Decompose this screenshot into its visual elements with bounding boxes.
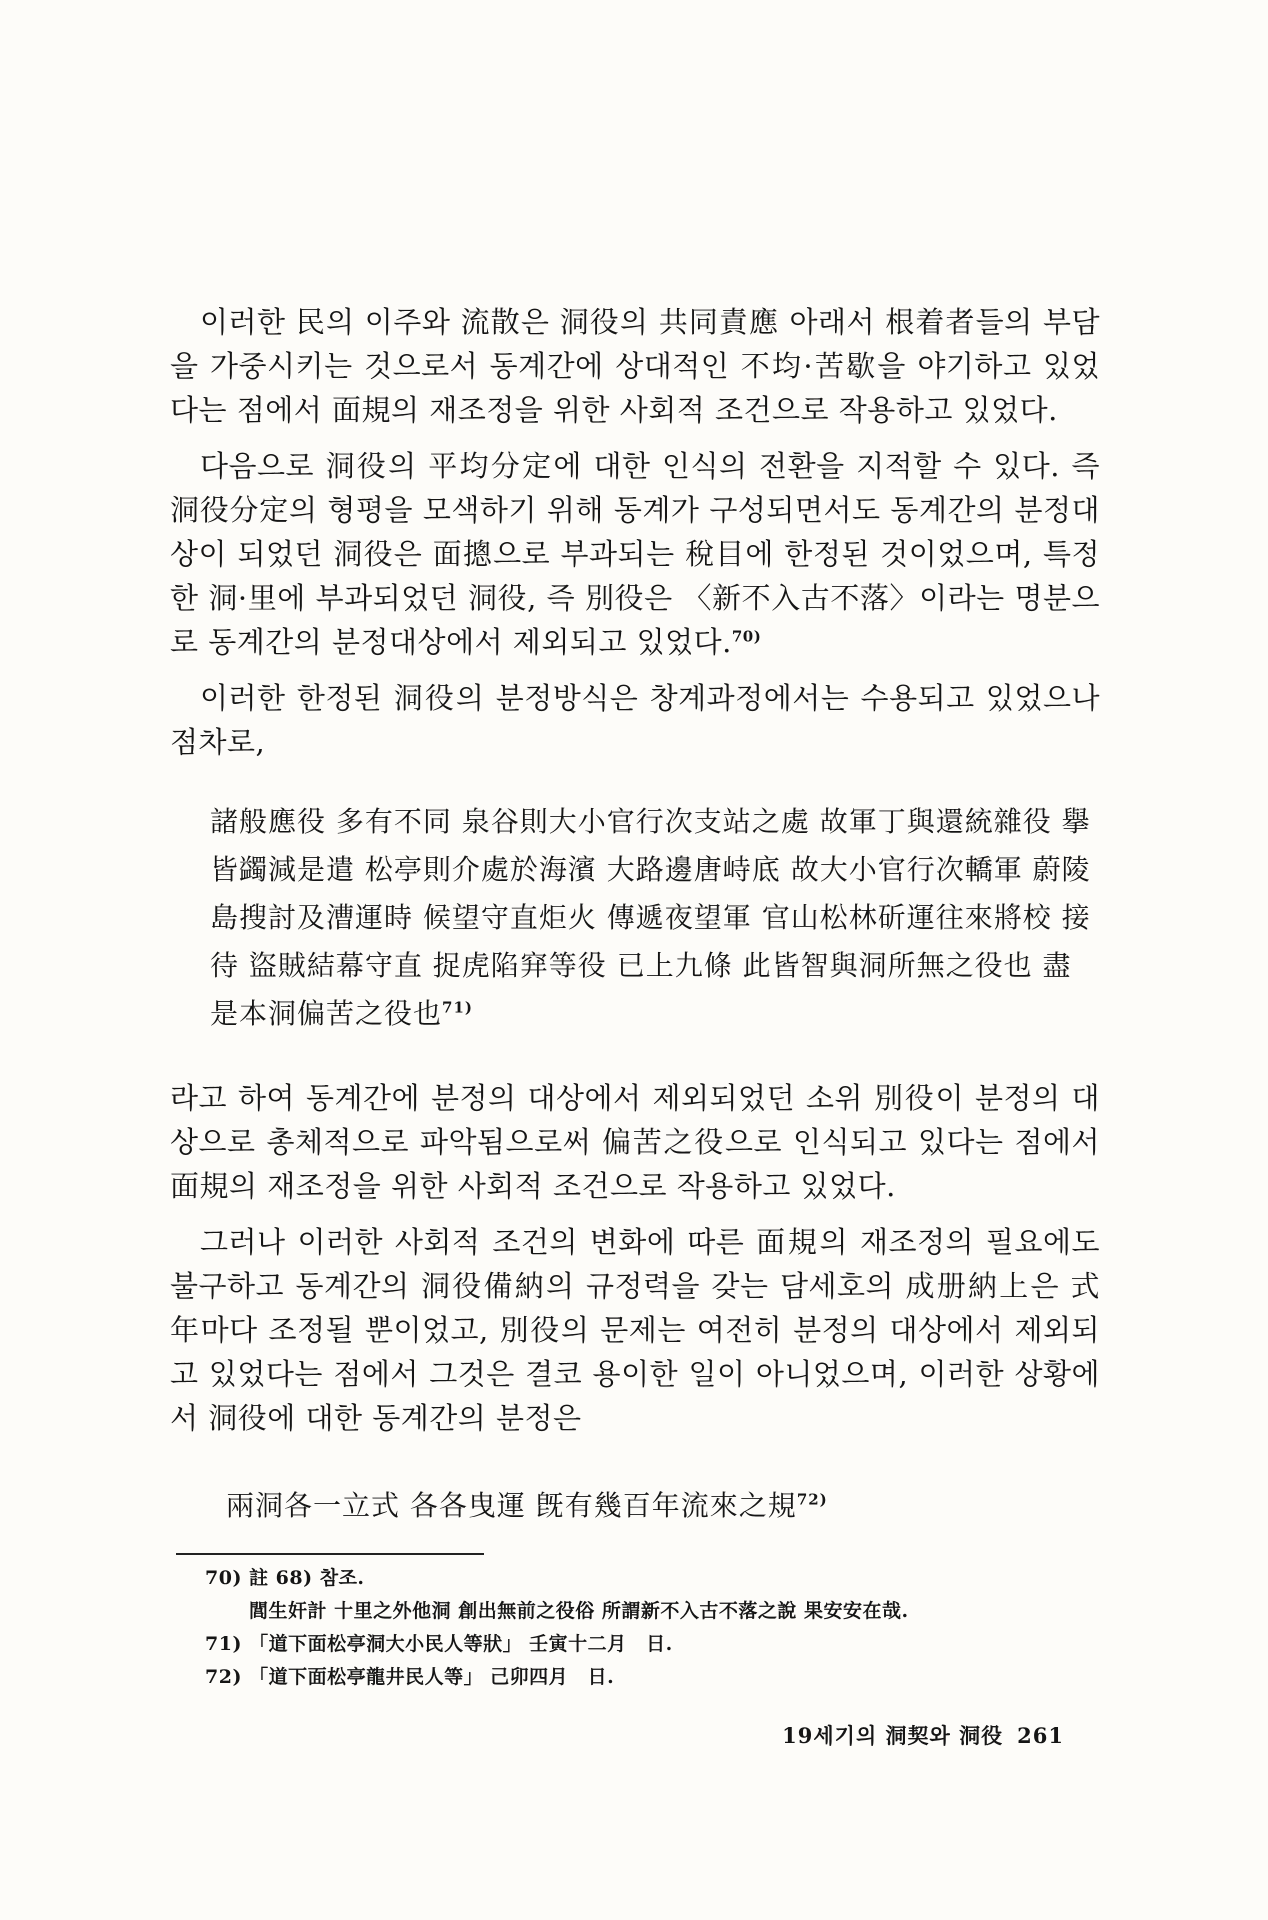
paragraph-5: 그러나 이러한 사회적 조건의 변화에 따른 面規의 재조정의 필요에도 불구하고 동계간의 洞役備納의 규정력을 갖는 담세호의 成册納上은 式年마다 조정될 뿐이었고, 別役의 문제는 여전히 분정의 대상에서 제외되고 있었다는 점에서 그것은 결코 용이한 일이 아니었으며, 이러한 상황에서 洞役에 대한 동계간의 분정은	[170, 1225, 1100, 1435]
block-quote-2: 兩洞各一立式 各各曳運 旣有幾百年流來之規$^{72)}$	[226, 1489, 828, 1522]
footnotes	[205, 1562, 1085, 1694]
running-footer	[782, 1720, 1064, 1750]
paragraph-1: 이러한 民의 이주와 流散은 洞役의 共同責應 아래서 根着者들의 부담을 가중시키는 것으로서 동계간에 상대적인 不均·苦歇을 야기하고 있었다는 점에서 面規의 재조정을 위한 사회적 조건으로 작용하고 있었다.	[170, 305, 1100, 427]
footnote-divider	[176, 1553, 484, 1555]
running-title: 19세기의 洞契와 洞役	[782, 1723, 1004, 1748]
paragraph-4: 라고 하여 동계간에 분정의 대상에서 제외되었던 소위 別役이 분정의 대상으로 총체적으로 파악됨으로써 偏苦之役으로 인식되고 있다는 점에서 面規의 재조정을 위한 사회적 조건으로 작용하고 있었다.	[170, 1081, 1100, 1203]
footnote-72: 72) 「道下面松亭龍井民人等」 己卯四月 日.	[205, 1666, 615, 1688]
footnote-70-continuation: 閭生奸計 十里之外他洞 創出無前之役俗 所謂新不入古不落之說 果安安在哉.	[249, 1600, 909, 1622]
footnote-ref-72[interactable]: 72)	[796, 1490, 828, 1509]
block-quote-1: 諸般應役 多有不同 泉谷則大小官行次支站之處 故軍丁與還統雜役 擧皆蠲減是遣 松亭則介處於海濱 大路邊唐峙底 故大小官行次轎軍 蔚陵島搜討及漕運時 候望守直炬火 傳遞夜望軍 官山松林斫運往來將校 接待 盜賊結幕守直 捉虎陷穽等役 已上九條 此皆智與洞所無之役也 盡是本洞偏苦之役也$^{71)}$	[210, 805, 1091, 1030]
page-number: 261	[1017, 1723, 1064, 1748]
paragraph-3: 이러한 한정된 洞役의 분정방식은 창계과정에서는 수용되고 있었으나 점차로,	[170, 681, 1100, 759]
footnote-71: 71) 「道下面松亭洞大小民人等狀」 壬寅十二月 日.	[205, 1633, 673, 1655]
footnote-ref-70[interactable]: 70)	[731, 627, 762, 646]
body-text	[170, 300, 1100, 1570]
footnote-ref-71[interactable]: 71)	[442, 998, 473, 1017]
paragraph-2: 다음으로 洞役의 平均分定에 대한 인식의 전환을 지적할 수 있다. 즉 洞役分定의 형평을 모색하기 위해 동계가 구성되면서도 동계간의 분정대상이 되었던 洞役은 面摠으로 부과되는 稅目에 한정된 것이었으며, 특정한 洞·里에 부과되었던 洞役, 즉 別役은 〈新不入古不落〉이라는 명분으로 동계간의 분정대상에서 제외되고 있었다.$^{70)}$	[170, 449, 1100, 659]
footnote-70: 70) 註 68) 참조.	[205, 1567, 365, 1589]
